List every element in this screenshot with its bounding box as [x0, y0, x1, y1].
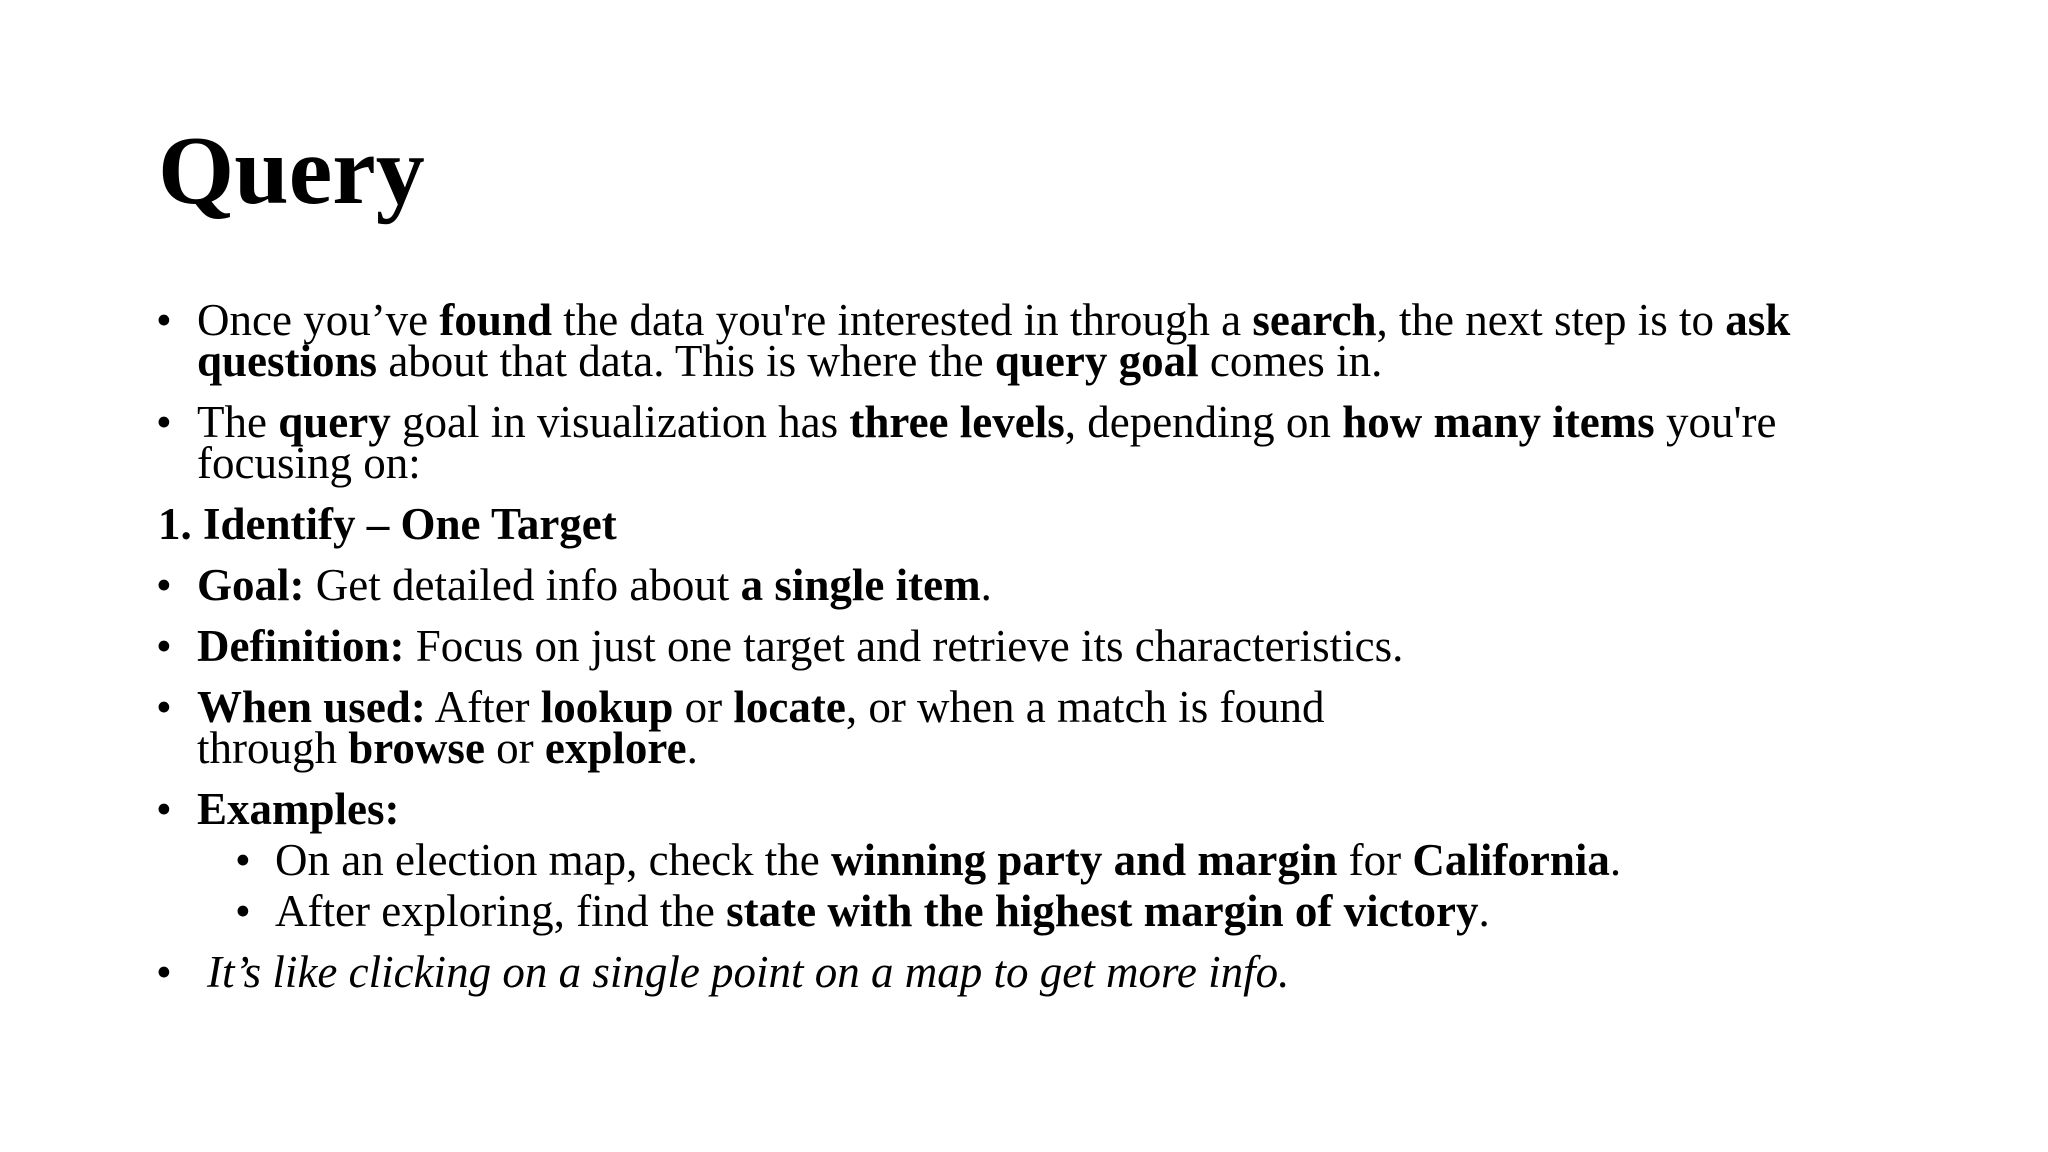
text: comes in.: [1198, 336, 1383, 386]
text: Get detailed info about: [304, 560, 741, 610]
text: about that data. This is where the: [377, 336, 995, 386]
bullet-query-levels: [150, 397, 1910, 488]
text: .: [1478, 886, 1490, 936]
text: After exploring, find the: [275, 886, 727, 936]
label: Definition:: [197, 621, 405, 671]
slide-title: Query: [158, 117, 425, 225]
bold-text: three levels: [849, 397, 1065, 447]
bullet-examples: [150, 784, 1910, 834]
bold-text: locate: [733, 682, 846, 732]
text: or: [673, 682, 734, 732]
bold-text: ask questions: [197, 295, 1791, 386]
sub-bullet-example-1: [150, 835, 1910, 885]
bold-text: found: [439, 295, 552, 345]
text: Once you’ve: [197, 295, 440, 345]
bold-text: winning party and margin: [831, 835, 1338, 885]
text: After: [425, 682, 541, 732]
text: goal in visualization has: [390, 397, 850, 447]
text: you're focusing on:: [197, 397, 1777, 488]
bold-text: query: [278, 397, 391, 447]
bullet-goal: [150, 560, 1910, 610]
text: Focus on just one target and retrieve its characteristics.: [404, 621, 1404, 671]
italic-note: It’s like clicking on a single point on a map to get more info.: [207, 947, 1290, 997]
bullet-definition: [150, 621, 1910, 671]
bold-text: state with the highest margin of victory: [726, 886, 1479, 936]
text: The: [197, 397, 279, 447]
bold-text: browse: [348, 723, 485, 773]
bold-text: lookup: [540, 682, 674, 732]
bold-text: search: [1252, 295, 1377, 345]
bullet-when-used: [150, 682, 1910, 773]
text: the data you're interested in through a: [551, 295, 1253, 345]
label: Goal:: [197, 560, 305, 610]
text: , the next step is to: [1376, 295, 1726, 345]
bold-text: a single item: [740, 560, 981, 610]
bold-text: how many items: [1342, 397, 1655, 447]
label: Examples:: [197, 784, 400, 834]
text: .: [686, 723, 698, 773]
slide-body: [150, 295, 1910, 997]
label: When used:: [197, 682, 426, 732]
sub-bullet-example-2: [150, 886, 1910, 936]
section-heading-identify: [150, 499, 1910, 549]
text: , or when a match is found: [845, 682, 1325, 732]
text: .: [1609, 835, 1622, 885]
text: or: [484, 723, 545, 773]
bullet-found-data: [150, 295, 1910, 386]
text: , depending on: [1064, 397, 1343, 447]
text: .: [980, 560, 992, 610]
text: through: [197, 723, 349, 773]
bold-text: query goal: [994, 336, 1199, 386]
bold-text: explore: [544, 723, 687, 773]
bullet-note: [150, 947, 1910, 997]
text: for: [1337, 835, 1413, 885]
heading-text: 1. Identify – One Target: [158, 499, 617, 549]
bold-text: California: [1412, 835, 1610, 885]
text: On an election map, check the: [275, 835, 832, 885]
